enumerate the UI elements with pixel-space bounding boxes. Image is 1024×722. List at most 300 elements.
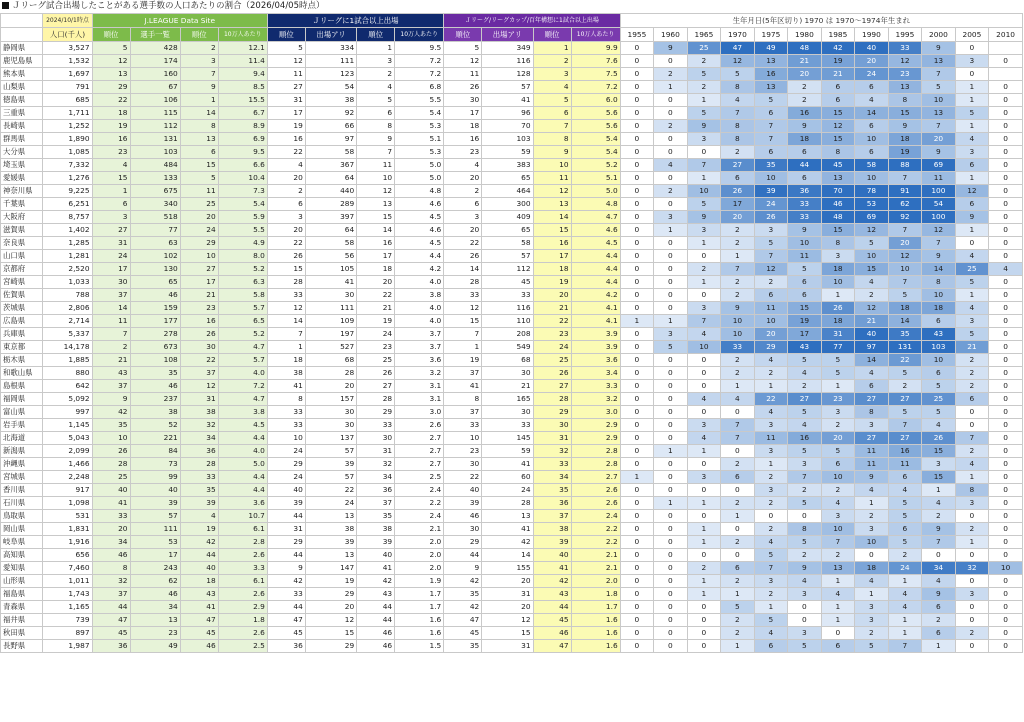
g1-rank2-cell: 12 (180, 380, 218, 393)
prefecture-cell: 大阪府 (1, 211, 43, 224)
birth-1975-cell: 6 (754, 289, 788, 302)
birth-1965-cell: 1 (687, 276, 721, 289)
header-g3-count: 出場アリ (482, 28, 533, 42)
g1-players-cell: 34 (130, 601, 180, 614)
g1-rank-cell: 22 (92, 94, 130, 107)
g3-rank-cell: 47 (444, 614, 482, 627)
population-cell: 1,011 (43, 575, 92, 588)
birth-1970-cell: 2 (721, 289, 755, 302)
birth-1960-cell: 0 (654, 549, 688, 562)
header-g1-per: 10万人あたり (218, 28, 267, 42)
g1-players-cell: 278 (130, 328, 180, 341)
birth-1990-cell: 5 (855, 237, 889, 250)
birth-1990-cell: 3 (855, 523, 889, 536)
g3-rank-cell: 2 (444, 185, 482, 198)
birth-1970-cell: 2 (721, 146, 755, 159)
g3-rank2-cell: 3 (533, 68, 571, 81)
g1-players-cell: 675 (130, 185, 180, 198)
g2-rank-cell: 31 (267, 523, 305, 536)
birth-2010-cell: 0 (989, 458, 1023, 471)
birth-2010-cell: 0 (989, 133, 1023, 146)
g3-count-cell: 20 (482, 601, 533, 614)
g2-rank-cell: 33 (267, 289, 305, 302)
header-g3-rank2: 順位 (533, 28, 571, 42)
header-g2-per: 10万人あたり (395, 28, 444, 42)
prefecture-cell: 和歌山県 (1, 367, 43, 380)
g1-rank-cell: 37 (92, 380, 130, 393)
g1-rank2-cell: 37 (180, 367, 218, 380)
birth-1980-cell: 15 (788, 302, 822, 315)
birth-1970-cell: 47 (721, 42, 755, 55)
g3-rank-cell: 22 (444, 237, 482, 250)
header-year-1980: 1980 (788, 28, 822, 42)
g2-count-cell: 527 (305, 341, 356, 354)
birth-2000-cell: 0 (922, 549, 956, 562)
g3-rank-cell: 33 (444, 289, 482, 302)
birth-2000-cell: 34 (922, 562, 956, 575)
birth-1995-cell: 8 (888, 94, 922, 107)
population-cell: 1,281 (43, 250, 92, 263)
birth-1990-cell: 0 (855, 549, 889, 562)
birth-1975-cell: 5 (754, 237, 788, 250)
g3-rank-cell: 11 (444, 68, 482, 81)
birth-1990-cell: 78 (855, 185, 889, 198)
g1-per-cell: 1.8 (218, 614, 267, 627)
prefecture-cell: 沖縄県 (1, 458, 43, 471)
birth-1995-cell: 7 (888, 419, 922, 432)
birth-1965-cell: 0 (687, 380, 721, 393)
birth-1985-cell: 19 (821, 55, 855, 68)
g3-rank-cell: 37 (444, 367, 482, 380)
birth-1980-cell: 5 (788, 536, 822, 549)
g3-rank2-cell: 7 (533, 120, 571, 133)
birth-1960-cell: 0 (654, 146, 688, 159)
g3-rank-cell: 46 (444, 510, 482, 523)
birth-1985-cell: 0 (821, 627, 855, 640)
g1-players-cell: 133 (130, 172, 180, 185)
birth-1980-cell: 19 (788, 315, 822, 328)
g1-rank2-cell: 6 (180, 146, 218, 159)
birth-2005-cell: 5 (955, 328, 989, 341)
g3-rank-cell: 41 (444, 380, 482, 393)
g3-rank2-cell: 4 (533, 81, 571, 94)
g2-per-cell: 2.0 (395, 562, 444, 575)
birth-2010-cell: 0 (989, 445, 1023, 458)
g2-count-cell: 29 (305, 640, 356, 653)
g1-players-cell: 77 (130, 224, 180, 237)
birth-1965-cell: 0 (687, 549, 721, 562)
g3-rank-cell: 42 (444, 575, 482, 588)
birth-1975-cell: 6 (754, 107, 788, 120)
g2-per-cell: 5.5 (395, 94, 444, 107)
birth-1970-cell: 9 (721, 302, 755, 315)
g1-players-cell: 428 (130, 42, 180, 55)
birth-1975-cell: 3 (754, 484, 788, 497)
g3-per-cell: 5.4 (571, 146, 620, 159)
g3-per-cell: 3.0 (571, 406, 620, 419)
birth-1970-cell: 8 (721, 81, 755, 94)
g3-rank2-cell: 18 (533, 263, 571, 276)
g1-players-cell: 35 (130, 367, 180, 380)
table-row (1, 185, 1023, 198)
g1-rank-cell: 3 (92, 211, 130, 224)
title-square-icon (2, 2, 9, 9)
g3-rank-cell: 45 (444, 627, 482, 640)
prefecture-cell: 山形県 (1, 575, 43, 588)
birth-1975-cell: 5 (754, 614, 788, 627)
birth-1980-cell: 16 (788, 107, 822, 120)
g3-rank2-cell: 22 (533, 315, 571, 328)
g1-rank-cell: 14 (92, 302, 130, 315)
g2-rank-cell: 44 (267, 549, 305, 562)
birth-1960-cell: 0 (654, 575, 688, 588)
g3-rank2-cell: 47 (533, 640, 571, 653)
g3-per-cell: 3.4 (571, 367, 620, 380)
g2-rank-cell: 45 (267, 627, 305, 640)
g1-rank-cell: 1 (92, 185, 130, 198)
birth-2000-cell: 7 (922, 237, 956, 250)
birth-1985-cell: 4 (821, 497, 855, 510)
birth-1980-cell: 5 (788, 640, 822, 653)
g2-rank-cell: 27 (267, 81, 305, 94)
table-row (1, 328, 1023, 341)
birth-2005-cell: 0 (955, 601, 989, 614)
g1-rank-cell: 2 (92, 341, 130, 354)
birth-1990-cell: 4 (855, 575, 889, 588)
population-cell: 14,178 (43, 341, 92, 354)
g2-rank-cell: 12 (267, 55, 305, 68)
g1-players-cell: 62 (130, 575, 180, 588)
birth-1990-cell: 15 (855, 263, 889, 276)
birth-1965-cell: 0 (687, 640, 721, 653)
birth-2005-cell: 5 (955, 107, 989, 120)
birth-1990-cell: 27 (855, 393, 889, 406)
g2-per-cell: 2.6 (395, 419, 444, 432)
g3-rank2-cell: 27 (533, 380, 571, 393)
g3-per-cell: 2.4 (571, 510, 620, 523)
prefecture-cell: 熊本県 (1, 68, 43, 81)
birth-2010-cell (989, 42, 1023, 55)
prefecture-cell: 茨城県 (1, 302, 43, 315)
birth-1985-cell: 23 (821, 393, 855, 406)
g1-per-cell: 4.9 (218, 237, 267, 250)
birth-1975-cell: 2 (754, 367, 788, 380)
birth-1960-cell: 4 (654, 159, 688, 172)
g2-per-cell: 2.5 (395, 471, 444, 484)
g2-count-cell: 58 (305, 237, 356, 250)
header-pop: 人口(千人) (43, 28, 92, 42)
birth-1985-cell: 18 (821, 263, 855, 276)
birth-1965-cell: 3 (687, 302, 721, 315)
g1-rank-cell: 37 (92, 588, 130, 601)
birth-1960-cell: 2 (654, 68, 688, 81)
g1-rank-cell: 5 (92, 42, 130, 55)
birth-1980-cell: 0 (788, 510, 822, 523)
g2-rank2-cell: 16 (357, 237, 395, 250)
g2-count-cell: 29 (305, 588, 356, 601)
g2-count-cell: 157 (305, 393, 356, 406)
g1-per-cell: 2.6 (218, 588, 267, 601)
birth-2010-cell: 0 (989, 549, 1023, 562)
g2-per-cell: 7.2 (395, 55, 444, 68)
table-row (1, 133, 1023, 146)
birth-1980-cell: 3 (788, 458, 822, 471)
table-row (1, 42, 1023, 55)
g1-players-cell: 39 (130, 497, 180, 510)
birth-1985-cell: 13 (821, 172, 855, 185)
g2-rank-cell: 42 (267, 575, 305, 588)
birth-1980-cell: 18 (788, 133, 822, 146)
g2-rank-cell: 12 (267, 302, 305, 315)
birth-1965-cell: 0 (687, 484, 721, 497)
birth-1965-cell: 0 (687, 458, 721, 471)
birth-1965-cell: 7 (687, 159, 721, 172)
birth-1970-cell: 17 (721, 198, 755, 211)
g1-players-cell: 57 (130, 510, 180, 523)
g2-count-cell: 97 (305, 133, 356, 146)
prefecture-cell: 三重県 (1, 107, 43, 120)
birth-1995-cell: 5 (888, 536, 922, 549)
birth-1955-cell: 0 (620, 237, 654, 250)
birth-2010-cell: 0 (989, 510, 1023, 523)
population-cell: 1,276 (43, 172, 92, 185)
g1-rank2-cell: 26 (180, 328, 218, 341)
birth-1955-cell: 1 (620, 315, 654, 328)
g2-count-cell: 367 (305, 159, 356, 172)
birth-2000-cell: 1 (922, 484, 956, 497)
g2-per-cell: 5.4 (395, 107, 444, 120)
g2-rank2-cell: 1 (357, 42, 395, 55)
header-group-j1-appearance: Ｊリーグに1試合以上出場 (267, 14, 443, 28)
birth-1980-cell: 17 (788, 328, 822, 341)
g3-count-cell: 65 (482, 172, 533, 185)
g3-per-cell: 2.8 (571, 445, 620, 458)
birth-2005-cell: 2 (955, 354, 989, 367)
birth-2000-cell: 14 (922, 263, 956, 276)
g1-players-cell: 67 (130, 81, 180, 94)
prefecture-cell: 岐阜県 (1, 536, 43, 549)
g3-count-cell: 116 (482, 302, 533, 315)
table-row (1, 237, 1023, 250)
birth-1975-cell: 1 (754, 601, 788, 614)
g1-rank-cell: 10 (92, 432, 130, 445)
birth-1995-cell: 4 (888, 484, 922, 497)
birth-2010-cell: 0 (989, 588, 1023, 601)
prefecture-cell: 東京都 (1, 341, 43, 354)
g1-players-cell: 38 (130, 406, 180, 419)
birth-1995-cell: 6 (888, 523, 922, 536)
birth-1975-cell: 0 (754, 510, 788, 523)
birth-1975-cell: 11 (754, 302, 788, 315)
g3-rank-cell: 15 (444, 315, 482, 328)
g3-rank2-cell: 12 (533, 185, 571, 198)
birth-1970-cell: 27 (721, 159, 755, 172)
g1-rank-cell: 4 (92, 159, 130, 172)
g3-count-cell: 112 (482, 263, 533, 276)
g2-rank2-cell: 8 (357, 120, 395, 133)
g2-rank-cell: 20 (267, 224, 305, 237)
birth-1960-cell: 0 (654, 172, 688, 185)
g3-rank-cell: 12 (444, 55, 482, 68)
birth-2000-cell: 8 (922, 276, 956, 289)
g2-per-cell: 4.0 (395, 302, 444, 315)
birth-1980-cell: 16 (788, 432, 822, 445)
g1-rank-cell: 42 (92, 406, 130, 419)
birth-1960-cell: 0 (654, 263, 688, 276)
g2-rank2-cell: 24 (357, 328, 395, 341)
g3-per-cell: 4.7 (571, 211, 620, 224)
g3-rank2-cell: 28 (533, 393, 571, 406)
table-row (1, 94, 1023, 107)
birth-1970-cell: 2 (721, 614, 755, 627)
population-cell: 1,252 (43, 120, 92, 133)
birth-1990-cell: 1 (855, 588, 889, 601)
g2-per-cell: 1.6 (395, 614, 444, 627)
birth-1995-cell: 131 (888, 341, 922, 354)
g3-per-cell: 4.4 (571, 250, 620, 263)
g3-count-cell: 383 (482, 159, 533, 172)
birth-1990-cell: 6 (855, 146, 889, 159)
prefecture-cell: 奈良県 (1, 237, 43, 250)
g3-rank2-cell: 39 (533, 536, 571, 549)
prefecture-cell: 福島県 (1, 588, 43, 601)
table-row (1, 497, 1023, 510)
g1-per-cell: 5.9 (218, 211, 267, 224)
birth-1995-cell: 91 (888, 185, 922, 198)
table-row (1, 575, 1023, 588)
g3-count-cell: 30 (482, 406, 533, 419)
table-row (1, 107, 1023, 120)
g3-rank2-cell: 32 (533, 445, 571, 458)
birth-1955-cell: 0 (620, 172, 654, 185)
prefecture-cell: 高知県 (1, 549, 43, 562)
g3-per-cell: 2.2 (571, 523, 620, 536)
header-year-1990: 1990 (855, 28, 889, 42)
birth-1955-cell: 0 (620, 250, 654, 263)
g1-rank2-cell: 43 (180, 588, 218, 601)
g2-count-cell: 334 (305, 42, 356, 55)
table-row (1, 471, 1023, 484)
birth-1995-cell: 7 (888, 224, 922, 237)
birth-1955-cell: 0 (620, 367, 654, 380)
birth-1995-cell: 5 (888, 406, 922, 419)
population-cell: 1,402 (43, 224, 92, 237)
g2-rank-cell: 17 (267, 107, 305, 120)
birth-1985-cell: 4 (821, 588, 855, 601)
g3-rank-cell: 26 (444, 250, 482, 263)
birth-1980-cell: 8 (788, 523, 822, 536)
g1-rank2-cell: 44 (180, 549, 218, 562)
population-cell: 1,697 (43, 68, 92, 81)
g2-rank2-cell: 9 (357, 133, 395, 146)
birth-1955-cell: 0 (620, 445, 654, 458)
population-cell: 3,527 (43, 42, 92, 55)
birth-1960-cell: 0 (654, 276, 688, 289)
g1-per-cell: 9.5 (218, 146, 267, 159)
birth-2000-cell: 2 (922, 510, 956, 523)
g1-rank2-cell: 28 (180, 458, 218, 471)
prefecture-cell: 鳥取県 (1, 510, 43, 523)
population-cell: 5,043 (43, 432, 92, 445)
prefecture-cell: 静岡県 (1, 42, 43, 55)
birth-2010-cell: 0 (989, 354, 1023, 367)
g2-rank-cell: 41 (267, 380, 305, 393)
birth-1985-cell: 20 (821, 432, 855, 445)
prefecture-cell: 宮崎県 (1, 276, 43, 289)
g2-rank2-cell: 14 (357, 224, 395, 237)
g3-per-cell: 2.1 (571, 549, 620, 562)
birth-1975-cell: 3 (754, 419, 788, 432)
birth-2010-cell: 0 (989, 315, 1023, 328)
birth-2000-cell: 9 (922, 42, 956, 55)
birth-2010-cell: 0 (989, 55, 1023, 68)
birth-1985-cell: 1 (821, 289, 855, 302)
population-cell: 2,248 (43, 471, 92, 484)
birth-1955-cell: 0 (620, 211, 654, 224)
birth-2010-cell: 0 (989, 120, 1023, 133)
birth-1985-cell: 6 (821, 640, 855, 653)
birth-2000-cell: 103 (922, 341, 956, 354)
g2-rank2-cell: 27 (357, 380, 395, 393)
g3-per-cell: 2.0 (571, 575, 620, 588)
g1-players-cell: 53 (130, 536, 180, 549)
birth-2005-cell: 0 (955, 406, 989, 419)
g1-rank2-cell: 9 (180, 81, 218, 94)
g1-rank2-cell: 3 (180, 55, 218, 68)
birth-2000-cell: 6 (922, 315, 956, 328)
birth-1975-cell: 11 (754, 432, 788, 445)
g2-per-cell: 4.4 (395, 250, 444, 263)
birth-2000-cell: 4 (922, 419, 956, 432)
g1-rank-cell: 43 (92, 367, 130, 380)
g3-per-cell: 6.0 (571, 94, 620, 107)
prefecture-cell: 群馬県 (1, 133, 43, 146)
birth-1980-cell: 10 (788, 237, 822, 250)
g2-count-cell: 22 (305, 484, 356, 497)
birth-2000-cell: 13 (922, 55, 956, 68)
birth-2000-cell: 6 (922, 627, 956, 640)
page-title (2, 0, 325, 13)
g1-per-cell: 5.4 (218, 198, 267, 211)
g1-rank2-cell: 8 (180, 120, 218, 133)
prefecture-cell: 福井県 (1, 614, 43, 627)
birth-1980-cell: 3 (788, 588, 822, 601)
birth-1995-cell: 12 (888, 250, 922, 263)
g1-per-cell: 2.9 (218, 601, 267, 614)
birth-1980-cell: 9 (788, 120, 822, 133)
g2-rank-cell: 47 (267, 614, 305, 627)
birth-1990-cell: 2 (855, 289, 889, 302)
prefecture-cell: 埼玉県 (1, 159, 43, 172)
birth-2010-cell: 10 (989, 562, 1023, 575)
birth-1980-cell: 7 (788, 471, 822, 484)
birth-2005-cell: 3 (955, 315, 989, 328)
g2-rank2-cell: 44 (357, 614, 395, 627)
birth-2005-cell: 4 (955, 250, 989, 263)
table-row (1, 211, 1023, 224)
birth-1955-cell: 0 (620, 432, 654, 445)
g2-rank2-cell: 41 (357, 562, 395, 575)
birth-1960-cell: 0 (654, 107, 688, 120)
g3-count-cell: 208 (482, 328, 533, 341)
birth-1990-cell: 1 (855, 497, 889, 510)
g2-count-cell: 68 (305, 354, 356, 367)
g1-players-cell: 23 (130, 627, 180, 640)
g2-count-cell: 24 (305, 497, 356, 510)
g2-rank-cell: 22 (267, 146, 305, 159)
birth-1975-cell: 2 (754, 497, 788, 510)
g1-rank-cell: 23 (92, 146, 130, 159)
